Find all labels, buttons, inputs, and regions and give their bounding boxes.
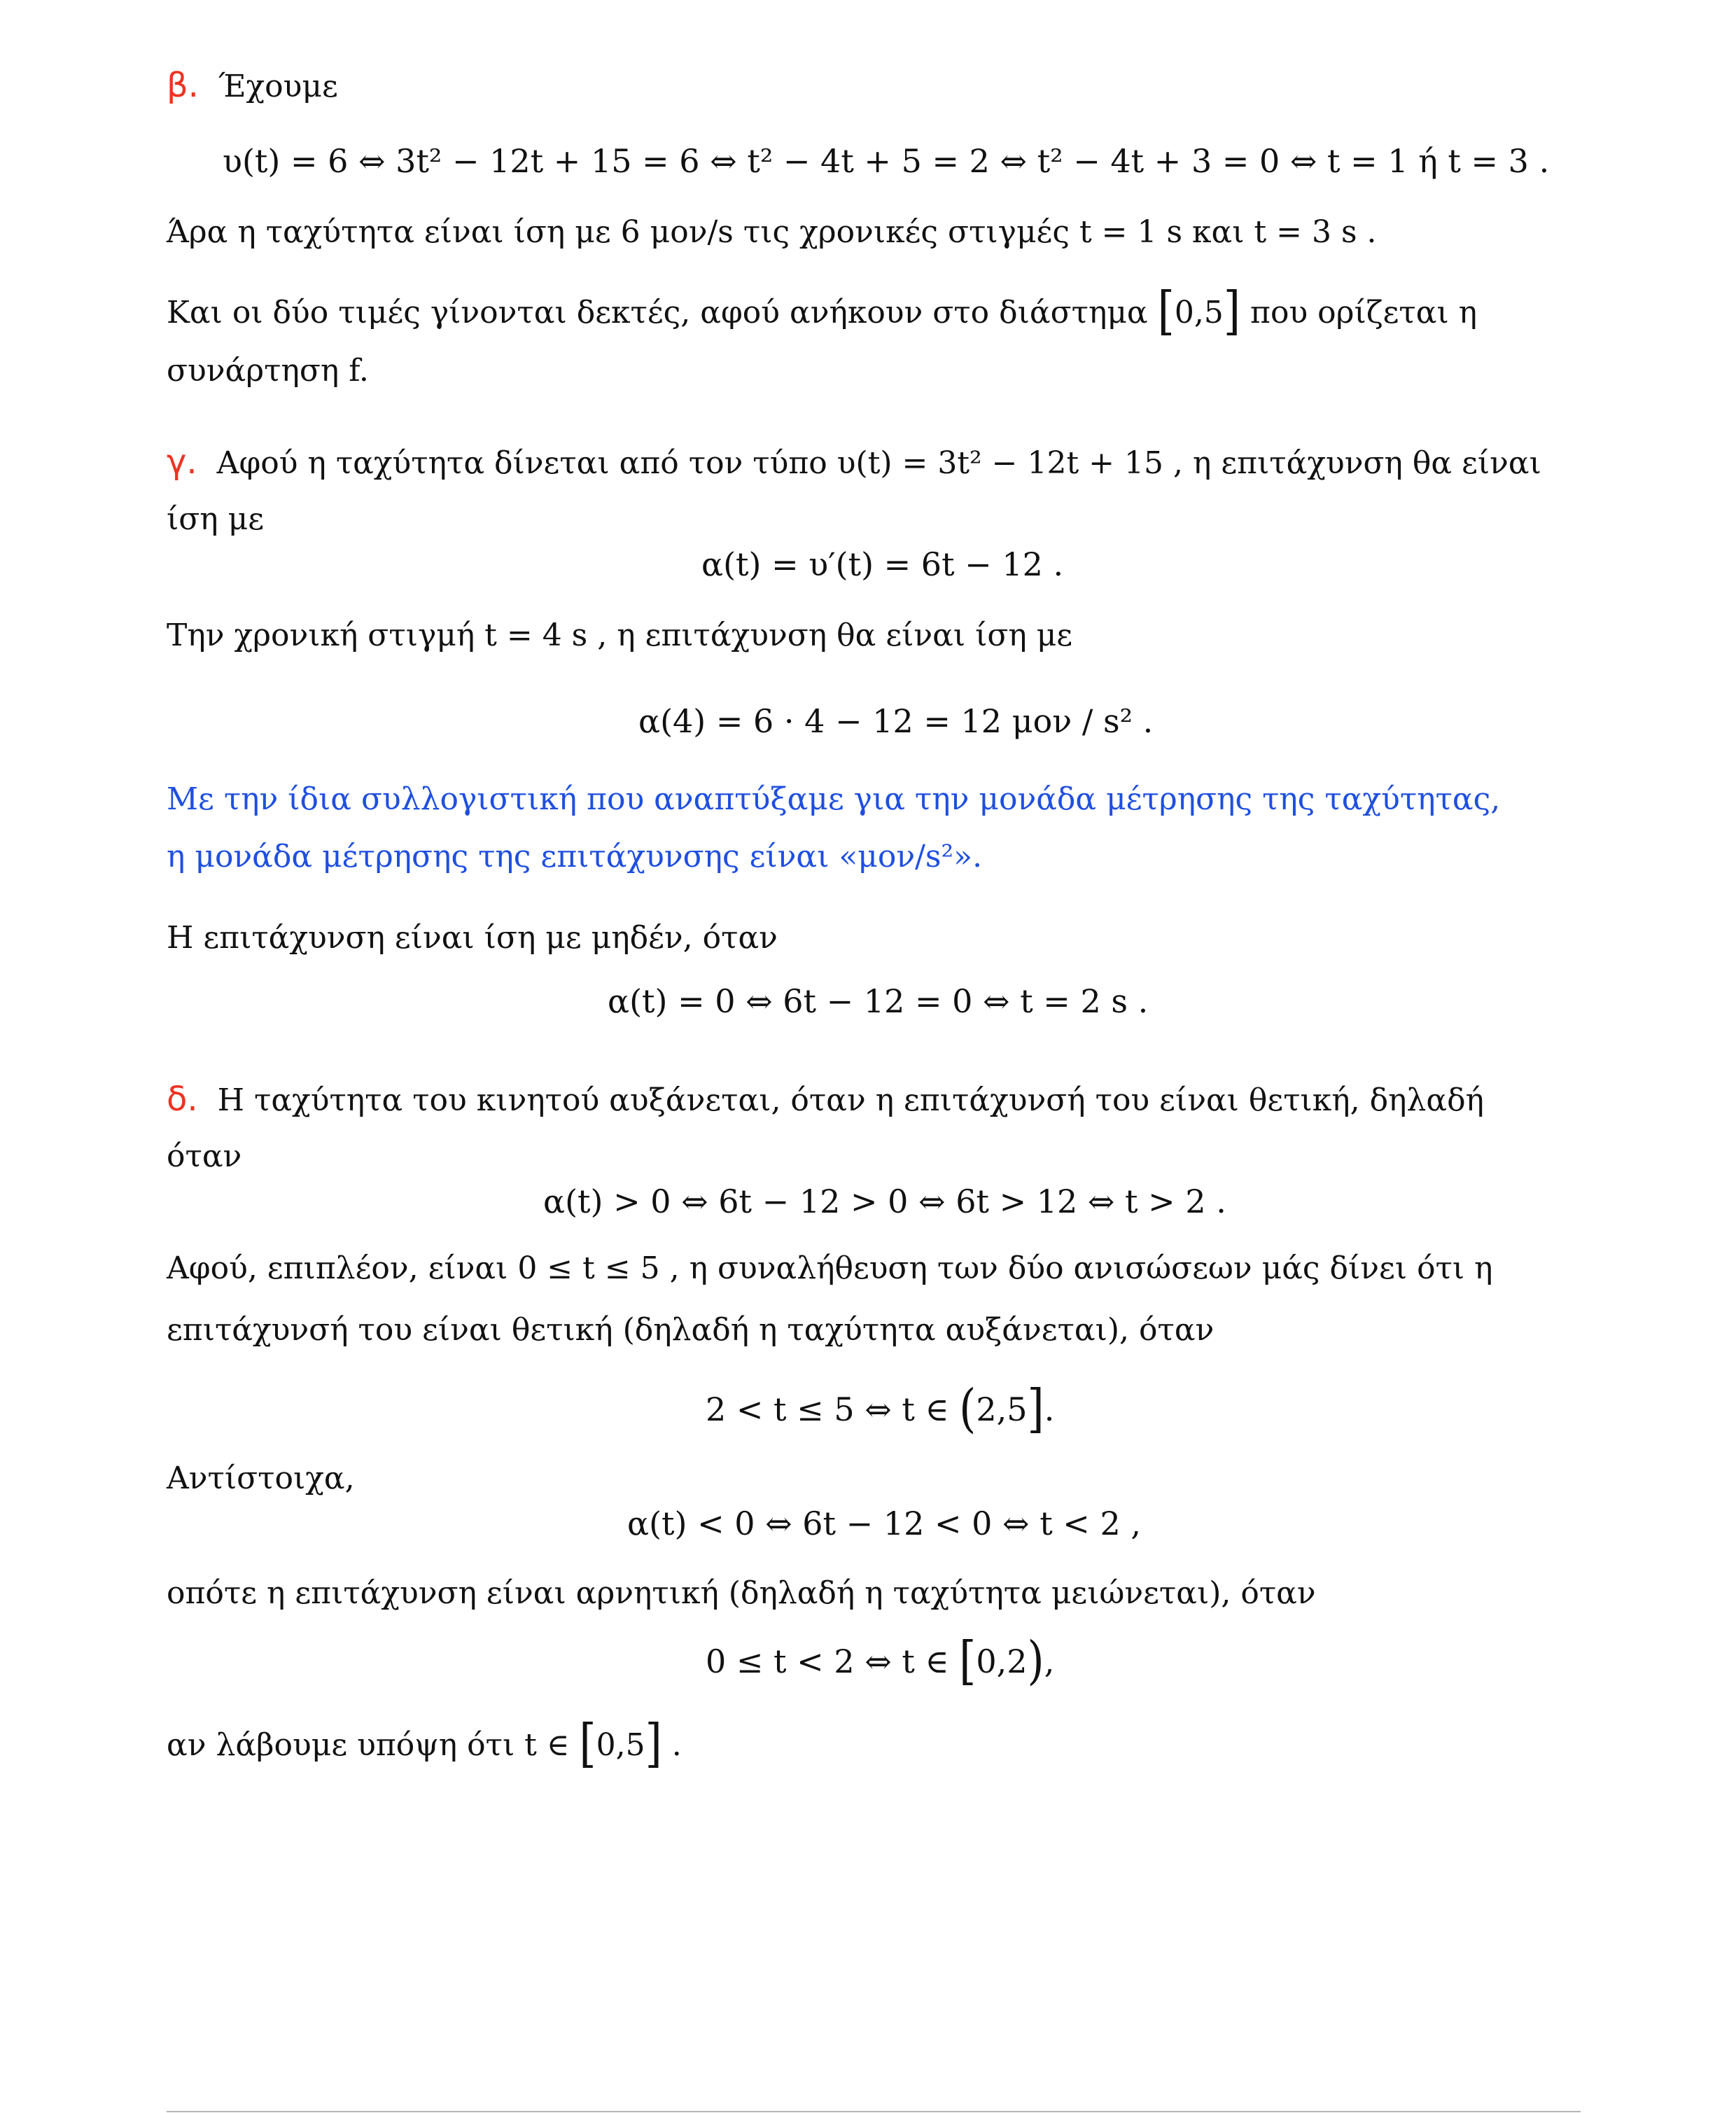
delta-line-2: όταν xyxy=(167,1138,242,1174)
gamma-unit-note-2: η μονάδα μέτρησης της επιτάχυνσης είναι «μον/s²». xyxy=(167,839,983,874)
beta-acceptance-line xyxy=(167,279,1478,342)
beta-conclusion: Άρα η ταχύτητα είναι ίση με 6 μον/s τις χρονικές στιγμές t = 1 s και t = 3 s . xyxy=(167,214,1377,250)
delta-equation-1: α(t) > 0 ⇔ 6t − 12 > 0 ⇔ 6t > 12 ⇔ t > 2 . xyxy=(543,1183,1226,1220)
gamma-unit-note-1: Με την ίδια συλλογιστική που αναπτύξαμε για την μονάδα μέτρησης της ταχύτητας, xyxy=(167,781,1501,817)
interval-bracket-open: [ xyxy=(579,1712,596,1774)
gamma-equation-3: α(t) = 0 ⇔ 6t − 12 = 0 ⇔ t = 2 s . xyxy=(608,982,1149,1020)
interval-bracket-open: ( xyxy=(959,1377,976,1439)
delta-equation-4-lhs: 0 ≤ t < 2 ⇔ t ∈ xyxy=(706,1643,960,1680)
interval-body: 0,5 xyxy=(596,1727,645,1763)
section-beta-heading xyxy=(167,64,338,108)
interval-body: 0,5 xyxy=(1174,295,1224,330)
interval-body: 2,5 xyxy=(976,1390,1028,1428)
interval-bracket-open: [ xyxy=(959,1629,976,1692)
interval-body: 0,2 xyxy=(976,1643,1028,1680)
gamma-equation-1: α(t) = υ′(t) = 6t − 12 . xyxy=(701,545,1064,583)
delta-line-3: Αφού, επιπλέον, είναι 0 ≤ t ≤ 5 , η συναλήθευση των δύο ανισώσεων μάς δίνει ότι η xyxy=(167,1250,1493,1286)
delta-line-4: επιτάχυνσή του είναι θετική (δηλαδή η ταχύτητα αυξάνεται), όταν xyxy=(167,1312,1214,1348)
delta-line-7 xyxy=(167,1712,682,1774)
gamma-equation-2: α(4) = 6 · 4 − 12 = 12 μον / s² . xyxy=(638,702,1154,740)
delta-line-1: Η ταχύτητα του κινητού αυξάνεται, όταν η επιτάχυνσή του είναι θετική, δηλαδή xyxy=(217,1082,1484,1118)
interval-bracket-open: [ xyxy=(1157,279,1175,342)
section-label-gamma: γ. xyxy=(167,442,197,482)
gamma-line-2: ίση με xyxy=(167,501,265,537)
section-delta-heading xyxy=(167,1078,1484,1122)
section-label-delta: δ. xyxy=(167,1080,198,1119)
beta-acceptance-text-a: Και οι δύο τιμές γίνονται δεκτές, αφού ανήκουν στο διάστημα xyxy=(167,295,1148,330)
delta-equation-2-end: . xyxy=(1044,1390,1055,1428)
delta-equation-2-lhs: 2 < t ≤ 5 ⇔ t ∈ xyxy=(706,1390,960,1428)
beta-intro: Έχουμε xyxy=(218,69,338,104)
interval-bracket-close: ] xyxy=(645,1712,662,1774)
gamma-line-1: Αφού η ταχύτητα δίνεται από τον τύπο υ(t) = 3t² − 12t + 15 , η επιτάχυνση θα είναι xyxy=(216,445,1541,481)
delta-line-5: Αντίστοιχα, xyxy=(167,1460,355,1496)
beta-acceptance-text-c: συνάρτηση f. xyxy=(167,353,369,389)
delta-line-7-end: . xyxy=(662,1727,682,1763)
section-gamma-heading xyxy=(167,441,1541,484)
page-footer-rule xyxy=(167,2111,1581,2112)
beta-acceptance-text-b: που ορίζεται η xyxy=(1250,295,1478,330)
delta-equation-2 xyxy=(706,1377,1055,1439)
section-label-beta: β. xyxy=(167,66,199,105)
interval-bracket-close: ] xyxy=(1027,1377,1044,1439)
gamma-line-4: Η επιτάχυνση είναι ίση με μηδέν, όταν xyxy=(167,920,778,956)
gamma-line-3: Την χρονική στιγμή t = 4 s , η επιτάχυνση θα είναι ίση με xyxy=(167,618,1073,653)
interval-bracket-close: ) xyxy=(1027,1629,1044,1692)
delta-equation-3: α(t) < 0 ⇔ 6t − 12 < 0 ⇔ t < 2 , xyxy=(627,1505,1141,1542)
delta-line-6: οπότε η επιτάχυνση είναι αρνητική (δηλαδή η ταχύτητα μειώνεται), όταν xyxy=(167,1575,1316,1611)
interval-bracket-close: ] xyxy=(1223,279,1241,342)
delta-line-7-text: αν λάβουμε υπόψη ότι t ∈ xyxy=(167,1727,580,1763)
delta-equation-4-end: , xyxy=(1044,1643,1055,1680)
delta-equation-4 xyxy=(706,1629,1055,1692)
beta-equation: υ(t) = 6 ⇔ 3t² − 12t + 15 = 6 ⇔ t² − 4t + 5 = 2 ⇔ t² − 4t + 3 = 0 ⇔ t = 1 ή t = 3 . xyxy=(223,142,1550,180)
